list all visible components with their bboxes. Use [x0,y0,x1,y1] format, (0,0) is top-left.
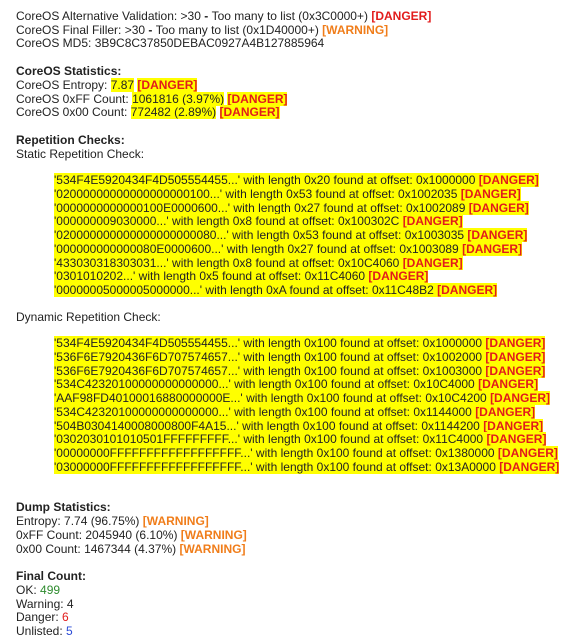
status-badge: [WARNING] [180,527,247,542]
repetition-item [54,215,563,229]
status-badge: [DANGER] [485,363,546,378]
repetition-pattern: '504B0304140008000800F4A15...' [54,418,239,433]
dump-zero-label: 0x00 Count: [16,541,81,556]
status-badge: [DANGER] [497,445,558,460]
dynamic-repetition-list [54,337,563,474]
dump-ff-label: 0xFF Count: [16,527,83,542]
repetition-found: found at offset: [349,445,436,460]
repetition-pattern: '00000005000005000000...' [54,282,203,297]
repetition-found: found at offset: [336,363,423,378]
repetition-with: with length [240,363,305,378]
repetition-pattern: '536F6E7920436F6D707574657...' [54,363,241,378]
unlisted-count-line [16,625,563,639]
repetition-item [54,270,563,284]
repetition-pattern: '0301010202...' [54,269,136,284]
repetition-found: found at offset: [349,459,436,474]
repetition-length: 0x100 [304,350,337,365]
repetition-offset: 0x1144200 [421,418,480,433]
status-badge: [DANGER] [467,228,528,243]
alt-validation-label: CoreOS Alternative Validation: [16,9,178,23]
repetition-length: 0x8 [232,214,253,229]
repetition-item-text [54,336,545,350]
repetition-length: 0xA [266,282,287,297]
final-filler-value: >30 [124,22,146,37]
repetition-offset: 0x1380000 [435,445,495,460]
repetition-pattern: '02000000000000000000100...' [54,187,223,202]
dynamic-repetition-label: Dynamic Repetition Check: [16,309,161,324]
repetition-item-text [54,405,535,419]
coreos-ff-label: CoreOS 0xFF Count: [16,91,129,106]
repetition-item [54,406,563,420]
repetition-length: 0x100 [316,459,350,474]
repetition-with: with length [228,228,293,243]
repetition-item [54,337,563,351]
repetition-pattern: '000000009030000...' [54,214,169,229]
static-repetition-list [54,174,563,297]
repetition-offset: 0x10C4060 [337,255,400,270]
repetition-title: Repetition Checks: [16,132,125,147]
repetition-found: found at offset: [327,377,414,392]
repetition-pattern: '00000000FFFFFFFFFFFFFFFFFF...' [54,445,253,460]
repetition-offset: 0x1003089 [399,241,459,256]
repetition-length: 0x100 [306,391,340,406]
repetition-found: found at offset: [318,228,405,243]
repetition-item-text [54,419,543,433]
repetition-length: 0x100 [304,363,337,378]
repetition-offset: 0x10C4200 [425,391,487,406]
repetition-item-text [54,377,538,391]
repetition-with: with length [168,255,233,270]
repetition-length: 0x27 [287,241,314,256]
repetition-found: found at offset: [320,200,407,215]
md5-value: 3B9C8C37850DEBAC0927A4B127885964 [94,36,325,51]
repetition-item-text [54,432,546,446]
repetition-found: found at offset: [218,269,305,284]
repetition-length: 0x5 [199,269,219,284]
repetition-found: found at offset: [327,404,414,419]
repetition-item-text [54,446,558,460]
repetition-item-text [54,350,545,364]
repetition-pattern: '534C42320100000000000000...' [54,377,231,392]
dump-zero-value: 1467344 (4.37%) [84,541,177,556]
repetition-offset: 0x11C4000 [422,432,484,447]
final-count-title: Final Count: [16,569,86,584]
repetition-with: with length [135,269,200,284]
repetition-item-text [54,269,428,283]
dump-entropy-line [16,515,563,529]
status-badge: [DANGER] [478,377,539,392]
repetition-item-text [54,201,529,215]
ok-label: OK: [16,582,37,597]
repetition-found: found at offset: [335,418,422,433]
repetition-item [54,243,563,257]
repetition-item [54,365,563,379]
repetition-length: 0x100 [304,336,337,351]
repetition-pattern: '03000000FFFFFFFFFFFFFFFFFF...' [54,459,253,474]
repetition-item-text [54,214,463,228]
status-badge: [DANGER] [478,173,539,188]
repetition-item-text [54,256,463,270]
repetition-with: with length [202,282,267,297]
dump-ff-value: 2045940 (6.10%) [85,527,178,542]
repetition-pattern: 'AAF98FD40100016880000000E...' [54,391,243,406]
separator: - [200,9,212,23]
dump-stats-title: Dump Statistics: [16,500,111,515]
repetition-with: with length [222,187,287,202]
repetition-pattern: '534F4E5920434F4D505554455...' [54,336,241,351]
repetition-with: with length [240,336,305,351]
repetition-found: found at offset: [252,214,338,229]
repetition-offset: 0x1000000 [416,173,476,188]
status-badge: [DANGER] [227,91,288,106]
repetition-pattern: '020000000000000000000080...' [54,228,229,243]
separator: - [145,22,156,37]
repetition-length: 0x8 [232,255,253,270]
coreos-entropy-line [16,79,563,93]
repetition-item [54,433,563,447]
repetition-offset: 0x100302C [337,214,400,229]
repetition-found: found at offset: [252,255,338,270]
repetition-with: with length [240,432,305,447]
danger-label: Danger: [16,610,59,625]
repetition-length: 0x100 [304,432,337,447]
status-badge: [DANGER] [483,418,544,433]
repetition-with: with length [252,459,317,474]
md5-label: CoreOS MD5: [16,36,92,51]
warning-label: Warning: [16,596,64,611]
status-badge: [DANGER] [460,187,521,202]
status-badge: [DANGER] [485,350,546,365]
repetition-item [54,284,563,298]
unlisted-label: Unlisted: [16,624,63,639]
repetition-item [54,447,563,461]
repetition-with: with length [230,404,295,419]
final-filler-label: CoreOS Final Filler: [16,22,122,37]
status-badge: [DANGER] [437,282,498,297]
status-badge: [WARNING] [179,541,246,556]
final-filler-line [16,24,563,38]
coreos-entropy-label: CoreOS Entropy: [16,77,108,92]
repetition-pattern: '433030318303031...' [54,255,169,270]
repetition-length: 0x100 [294,404,328,419]
repetition-pattern: '0302030101010501FFFFFFFFF...' [54,432,241,447]
status-badge: [DANGER] [499,459,560,474]
repetition-offset: 0x1002035 [398,187,458,202]
repetition-with: with length [242,391,307,406]
repetition-found: found at offset: [336,336,423,351]
repetition-item [54,351,563,365]
repetition-length: 0x100 [294,377,328,392]
status-badge: [DANGER] [468,200,529,215]
repetition-offset: 0x10C4000 [413,377,475,392]
status-badge: [WARNING] [142,514,209,529]
repetition-offset: 0x13A0000 [435,459,496,474]
repetition-with: with length [238,418,303,433]
repetition-with: with length [223,241,288,256]
repetition-offset: 0x1003000 [422,363,483,378]
status-badge: [DANGER] [402,255,463,270]
repetition-item [54,229,563,243]
ok-count-line [16,584,563,598]
repetition-item-text [54,364,545,378]
repetition-item [54,420,563,434]
repetition-item [54,174,563,188]
status-badge: [DANGER] [219,105,280,120]
repetition-item [54,188,563,202]
coreos-zero-value: 772482 (2.89%) [130,105,217,120]
repetition-with: with length [230,200,295,215]
status-badge: [DANGER] [368,269,429,284]
coreos-ff-line [16,93,563,107]
dump-ff-line [16,529,563,543]
status-badge: [DANGER] [485,336,546,351]
repetition-with: with length [230,377,295,392]
repetition-found: found at offset: [336,350,423,365]
danger-count-line [16,611,563,625]
repetition-offset: 0x1003035 [404,228,465,243]
repetition-offset: 0x11C4060 [304,269,366,284]
dump-entropy-label: Entropy: [16,514,61,529]
repetition-with: with length [252,445,317,460]
repetition-length: 0x53 [292,228,319,243]
repetition-found: found at offset: [339,391,426,406]
repetition-item-text [54,283,497,297]
repetition-item [54,461,563,475]
repetition-offset: 0x11C48B2 [371,282,434,297]
danger-value: 6 [62,610,69,625]
repetition-offset: 0x1000000 [422,336,483,351]
status-badge: [DANGER] [137,77,198,92]
repetition-pattern: '534C42320100000000000000...' [54,404,231,419]
repetition-length: 0x20 [304,173,331,188]
coreos-entropy-value: 7.87 [110,77,135,92]
static-repetition-label: Static Repetition Check: [16,146,145,161]
coreos-ff-value: 1061816 (3.97%) [132,91,225,106]
repetition-pattern: '0000000000000100E0000600...' [54,200,231,215]
status-badge: [DANGER] [371,9,432,23]
warning-value: 4 [66,596,74,611]
repetition-with: with length [240,173,305,188]
unlisted-value: 5 [66,624,73,639]
repetition-found: found at offset: [286,282,372,297]
repetition-pattern: '536F6E7920436F6D707574657...' [54,350,241,365]
repetition-length: 0x53 [286,187,313,202]
status-badge: [DANGER] [475,404,536,419]
alt-validation-line [16,10,563,24]
coreos-zero-label: CoreOS 0x00 Count: [16,105,128,120]
coreos-zero-line [16,106,563,120]
repetition-length: 0x100 [316,445,350,460]
md5-line [16,37,563,51]
repetition-with: with length [168,214,233,229]
repetition-item-text [54,242,522,256]
repetition-item-text [54,187,521,201]
warning-count-line [16,598,563,612]
alt-validation-desc: Too many to list (0x3C0000+) [211,9,368,23]
dump-entropy-value: 7.74 (96.75%) [64,514,140,529]
repetition-pattern: '534F4E5920434F4D505554455...' [54,173,241,188]
coreos-stats-title: CoreOS Statistics: [16,64,122,79]
repetition-item-text [54,391,550,405]
repetition-pattern: '000000000000080E0000600...' [54,241,224,256]
repetition-length: 0x27 [294,200,321,215]
repetition-item [54,378,563,392]
status-badge: [DANGER] [462,241,523,256]
final-filler-desc: Too many to list (0x1D40000+) [155,22,319,37]
ok-value: 499 [40,582,61,597]
repetition-item [54,392,563,406]
status-badge: [DANGER] [490,391,551,406]
repetition-with: with length [240,350,305,365]
repetition-found: found at offset: [312,187,399,202]
repetition-found: found at offset: [336,432,423,447]
repetition-item [54,202,563,216]
dump-zero-line [16,543,563,557]
alt-validation-value: >30 [180,9,201,23]
repetition-found: found at offset: [330,173,416,188]
repetition-item [54,257,563,271]
repetition-offset: 0x1144000 [413,404,472,419]
repetition-length: 0x100 [302,418,336,433]
status-badge: [DANGER] [486,432,547,447]
status-badge: [DANGER] [402,214,463,229]
repetition-offset: 0x1002089 [406,200,466,215]
repetition-item-text [54,173,539,187]
repetition-offset: 0x1002000 [422,350,483,365]
repetition-item-text [54,228,527,242]
status-badge: [WARNING] [322,22,389,37]
repetition-found: found at offset: [313,241,400,256]
repetition-item-text [54,460,559,474]
